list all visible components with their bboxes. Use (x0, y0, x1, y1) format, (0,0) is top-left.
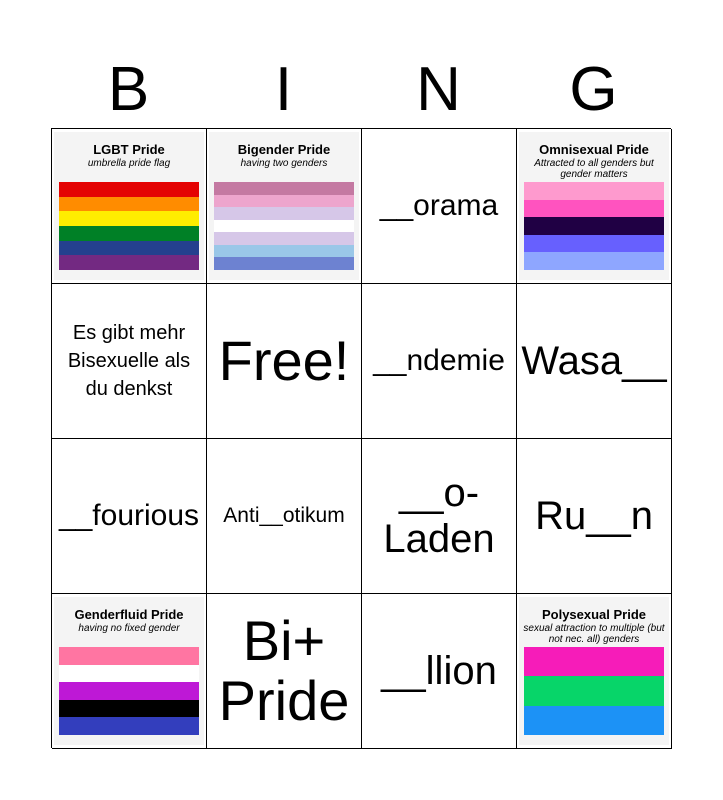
flag-stripe (524, 706, 664, 735)
bingo-cell[interactable] (207, 594, 362, 749)
flag-stripe (524, 252, 664, 270)
flag-stripe (524, 676, 664, 705)
cell-text: Bi+ Pride (218, 609, 350, 732)
header-letter-g: G (569, 55, 618, 124)
flag-stripe (59, 665, 199, 683)
flag-stripe (214, 182, 354, 195)
pride-flag-card (209, 132, 359, 280)
bingo-cell[interactable] (362, 439, 517, 594)
bingo-grid (51, 128, 671, 748)
flag-stripe (214, 220, 354, 233)
cell-text: __orama (379, 189, 499, 222)
flag-subtitle: umbrella pride flag (87, 158, 171, 169)
flag-stripe (214, 232, 354, 245)
flag-title: Omnisexual Pride (539, 142, 649, 157)
flag-subtitle: having no fixed gender (78, 623, 180, 634)
bingo-cell[interactable] (207, 284, 362, 439)
bingo-cell[interactable] (517, 594, 672, 749)
flag-stripe (59, 226, 199, 241)
flag-stripe (59, 717, 199, 735)
bingo-cell[interactable] (207, 439, 362, 594)
flag-title: Polysexual Pride (541, 607, 647, 622)
flag-stripe (59, 647, 199, 665)
cell-text: __llion (381, 649, 497, 693)
bingo-cell[interactable] (362, 284, 517, 439)
flag-stripe (59, 211, 199, 226)
cell-text: Wasa__ (521, 339, 667, 383)
cell-text: Anti__otikum (223, 504, 345, 527)
flag-stripe (214, 245, 354, 258)
flag-stripe (214, 257, 354, 270)
flag-title: Genderfluid Pride (74, 607, 184, 622)
flag-subtitle: sexual attraction to multiple (but not nec. all) genders (523, 623, 665, 645)
flag-stripe (59, 197, 199, 212)
flag-stripe (59, 682, 199, 700)
cell-text: Free! (218, 329, 350, 392)
pride-flag-card (54, 132, 204, 280)
flag-stripe (524, 647, 664, 676)
bingo-cell[interactable] (362, 129, 517, 284)
flag-stripe (524, 182, 664, 200)
pride-flag (524, 182, 664, 270)
flag-stripe (524, 217, 664, 235)
pride-flag-card (54, 597, 204, 745)
bingo-cell[interactable] (52, 129, 207, 284)
bingo-cell[interactable] (52, 284, 207, 439)
flag-title: LGBT Pride (93, 142, 165, 157)
header-letter-b: B (107, 55, 150, 124)
flag-subtitle: having two genders (240, 158, 328, 169)
bingo-cell[interactable] (52, 594, 207, 749)
header-letter-i: I (274, 55, 293, 124)
flag-stripe (524, 200, 664, 218)
cell-text: __ndemie (373, 344, 505, 377)
bingo-cell[interactable] (517, 129, 672, 284)
pride-flag (59, 182, 199, 270)
pride-flag (59, 647, 199, 735)
cell-text: __fourious (58, 499, 200, 532)
flag-stripe (524, 235, 664, 253)
flag-stripe (214, 195, 354, 208)
flag-stripe (59, 700, 199, 718)
flag-title: Bigender Pride (237, 142, 331, 157)
flag-stripe (59, 255, 199, 270)
pride-flag-card (519, 597, 669, 745)
flag-stripe (59, 241, 199, 256)
bingo-cell[interactable] (52, 439, 207, 594)
bingo-header (51, 52, 671, 128)
bingo-cell[interactable] (517, 284, 672, 439)
flag-subtitle: Attracted to all genders but gender matters (534, 158, 654, 180)
pride-flag-card (519, 132, 669, 280)
pride-flag (524, 647, 664, 735)
bingo-cell[interactable] (362, 594, 517, 749)
flag-stripe (59, 182, 199, 197)
cell-text: __o-Laden (383, 471, 495, 561)
pride-flag (214, 182, 354, 270)
bingo-cell[interactable] (517, 439, 672, 594)
bingo-cell[interactable] (207, 129, 362, 284)
header-letter-n: N (416, 55, 461, 124)
cell-text: Es gibt mehr Bisexuelle als du denkst (67, 322, 191, 400)
flag-stripe (214, 207, 354, 220)
cell-text: Ru__n (535, 494, 653, 538)
